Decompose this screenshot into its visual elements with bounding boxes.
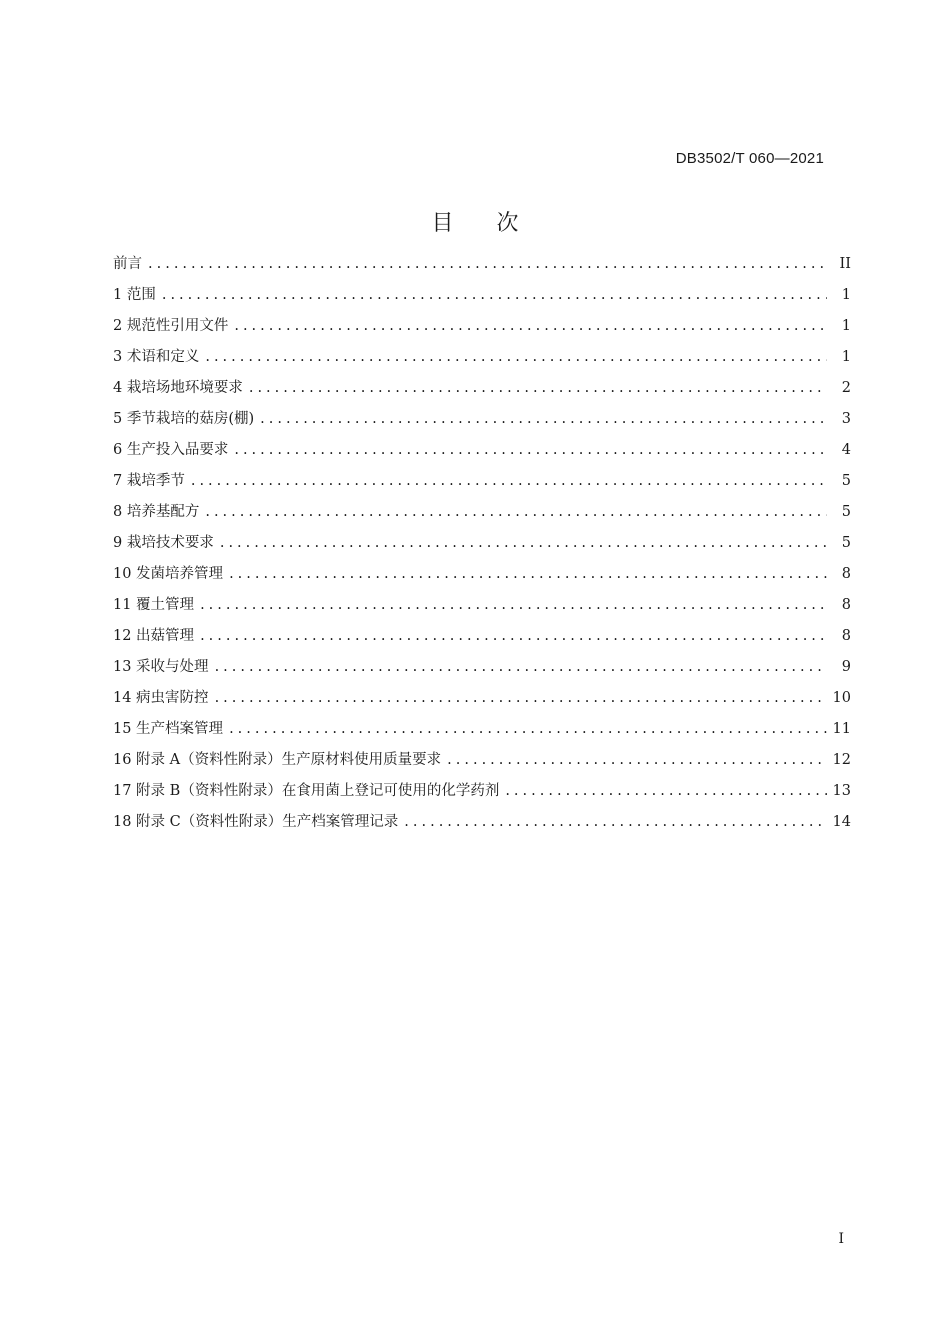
toc-entry-page: 1 — [841, 318, 851, 334]
toc-entry[interactable] — [113, 466, 851, 497]
toc-dot-leader — [447, 745, 826, 776]
toc-entry-page: 5 — [841, 473, 851, 489]
toc-entry-label: 3 术语和定义 — [113, 349, 200, 365]
toc-entry-page: 5 — [841, 535, 851, 551]
toc-entry-page: 5 — [841, 504, 851, 520]
toc-entry-label: 7 栽培季节 — [113, 473, 185, 489]
toc-entry[interactable] — [113, 683, 851, 714]
toc-dot-leader — [229, 559, 827, 590]
toc-entry[interactable] — [113, 652, 851, 683]
toc-entry[interactable] — [113, 249, 851, 280]
toc-dot-leader — [220, 528, 827, 559]
toc-entry-page: 14 — [832, 814, 851, 830]
toc-dot-leader — [200, 590, 827, 621]
toc-entry-label: 6 生产投入品要求 — [113, 442, 229, 458]
toc-dot-leader — [191, 466, 827, 497]
toc-entry-page: 9 — [841, 659, 851, 675]
toc-dot-leader — [234, 435, 827, 466]
toc-entry-page: II — [839, 256, 851, 272]
toc-entry-label: 1 范围 — [113, 287, 156, 303]
toc-entry-page: 4 — [841, 442, 851, 458]
toc-dot-leader — [234, 311, 827, 342]
toc-dot-leader — [505, 776, 826, 807]
toc-entry[interactable] — [113, 776, 851, 807]
toc-entry-label: 前言 — [113, 256, 142, 272]
toc-dot-leader — [200, 621, 827, 652]
toc-entry-page: 11 — [832, 721, 851, 737]
toc-entry[interactable] — [113, 745, 851, 776]
toc-dot-leader — [249, 373, 827, 404]
toc-entry-label: 16 附录 A（资料性附录）生产原材料使用质量要求 — [113, 752, 442, 768]
toc-entry-page: 8 — [841, 628, 851, 644]
toc-entry-page: 12 — [832, 752, 851, 768]
toc-entry-label: 10 发菌培养管理 — [113, 566, 224, 582]
toc-entry-page: 3 — [841, 411, 851, 427]
toc-entry-label: 11 覆土管理 — [113, 597, 195, 613]
table-of-contents — [113, 249, 851, 838]
toc-entry-label: 2 规范性引用文件 — [113, 318, 229, 334]
toc-entry-label: 5 季节栽培的菇房(棚) — [113, 411, 255, 427]
toc-entry[interactable] — [113, 497, 851, 528]
toc-dot-leader — [260, 404, 827, 435]
toc-dot-leader — [205, 497, 827, 528]
toc-entry-label: 14 病虫害防控 — [113, 690, 209, 706]
toc-entry[interactable] — [113, 807, 851, 838]
toc-entry[interactable] — [113, 373, 851, 404]
toc-entry-label: 15 生产档案管理 — [113, 721, 224, 737]
toc-entry-label: 8 培养基配方 — [113, 504, 200, 520]
toc-entry[interactable] — [113, 528, 851, 559]
toc-entry[interactable] — [113, 590, 851, 621]
toc-entry[interactable] — [113, 621, 851, 652]
toc-entry-page: 1 — [841, 349, 851, 365]
toc-entry[interactable] — [113, 404, 851, 435]
toc-entry[interactable] — [113, 342, 851, 373]
toc-entry-label: 18 附录 C（资料性附录）生产档案管理记录 — [113, 814, 399, 830]
toc-dot-leader — [148, 249, 827, 280]
toc-entry-page: 8 — [841, 597, 851, 613]
toc-entry-page: 13 — [832, 783, 851, 799]
page-number: I — [838, 1231, 844, 1247]
toc-entry[interactable] — [113, 311, 851, 342]
toc-entry-page: 8 — [841, 566, 851, 582]
toc-entry[interactable] — [113, 559, 851, 590]
toc-entry-page: 2 — [841, 380, 851, 396]
toc-entry-label: 9 栽培技术要求 — [113, 535, 214, 551]
toc-entry-page: 1 — [841, 287, 851, 303]
toc-dot-leader — [215, 652, 827, 683]
toc-entry-label: 13 采收与处理 — [113, 659, 209, 675]
toc-dot-leader — [229, 714, 826, 745]
toc-entry-page: 10 — [832, 690, 851, 706]
toc-entry[interactable] — [113, 435, 851, 466]
toc-dot-leader — [205, 342, 827, 373]
toc-entry[interactable] — [113, 280, 851, 311]
toc-entry-label: 4 栽培场地环境要求 — [113, 380, 243, 396]
toc-entry-label: 17 附录 B（资料性附录）在食用菌上登记可使用的化学药剂 — [113, 783, 500, 799]
toc-entry-label: 12 出菇管理 — [113, 628, 195, 644]
toc-title: 目 次 — [431, 211, 537, 236]
toc-dot-leader — [404, 807, 826, 838]
toc-dot-leader — [215, 683, 827, 714]
toc-entry[interactable] — [113, 714, 851, 745]
document-code: DB3502/T 060—2021 — [675, 150, 824, 167]
toc-dot-leader — [162, 280, 827, 311]
